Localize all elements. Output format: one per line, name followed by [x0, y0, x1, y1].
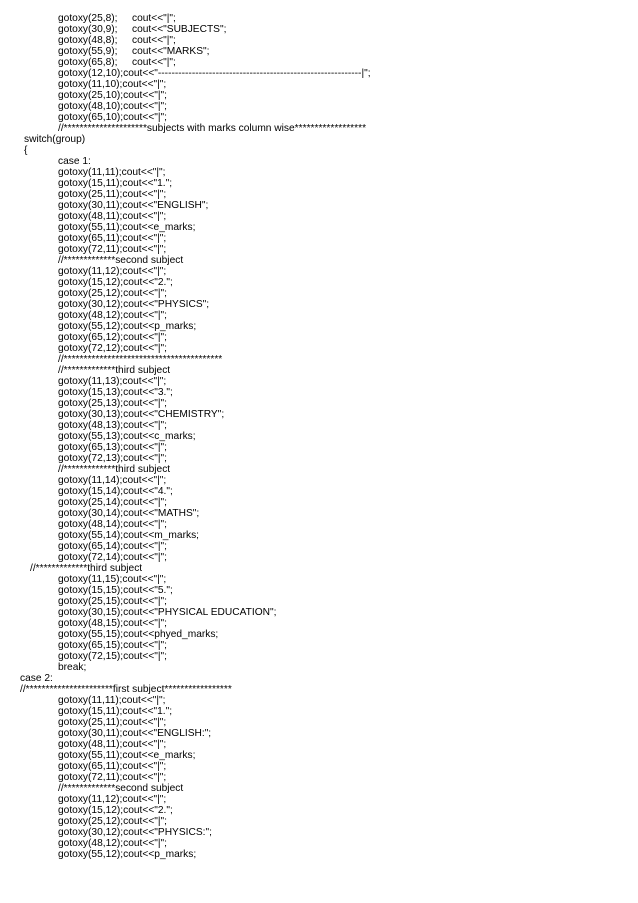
code-line	[0, 343, 638, 354]
code-text: //****************************************	[58, 354, 223, 365]
code-line	[0, 332, 638, 343]
code-line	[0, 409, 638, 420]
code-text: gotoxy(25,13);cout<<"|";	[58, 398, 167, 409]
code-line	[0, 761, 638, 772]
code-text: gotoxy(30,11);cout<<"ENGLISH";	[58, 200, 209, 211]
code-text: gotoxy(48,8);	[58, 35, 118, 46]
code-line	[0, 266, 638, 277]
code-line	[0, 211, 638, 222]
code-line	[0, 508, 638, 519]
code-text: gotoxy(72,11);cout<<"|";	[58, 772, 167, 783]
code-line	[0, 640, 638, 651]
code-line	[0, 189, 638, 200]
code-text: gotoxy(48,11);cout<<"|";	[58, 739, 167, 750]
code-line	[0, 233, 638, 244]
code-line	[0, 79, 638, 90]
code-line	[0, 255, 638, 266]
code-line	[0, 200, 638, 211]
code-text: gotoxy(11,12);cout<<"|";	[58, 266, 167, 277]
code-line	[0, 816, 638, 827]
code-line	[0, 420, 638, 431]
code-line	[0, 838, 638, 849]
code-text: gotoxy(65,15);cout<<"|";	[58, 640, 167, 651]
code-text: gotoxy(48,13);cout<<"|";	[58, 420, 167, 431]
code-text: gotoxy(55,11);cout<<e_marks;	[58, 222, 196, 233]
code-line	[0, 794, 638, 805]
code-line	[0, 134, 638, 145]
code-text: gotoxy(25,10);cout<<"|";	[58, 90, 167, 101]
code-line	[0, 222, 638, 233]
code-line	[0, 739, 638, 750]
code-text: gotoxy(30,13);cout<<"CHEMISTRY";	[58, 409, 225, 420]
code-text: gotoxy(30,11);cout<<"ENGLISH:";	[58, 728, 212, 739]
code-line	[0, 486, 638, 497]
code-text: gotoxy(15,12);cout<<"2.";	[58, 805, 173, 816]
code-line	[0, 387, 638, 398]
code-line	[0, 618, 638, 629]
code-text-column: cout<<"|";	[132, 13, 176, 24]
code-line	[0, 519, 638, 530]
code-line	[0, 607, 638, 618]
code-line	[0, 376, 638, 387]
code-line	[0, 464, 638, 475]
code-text: gotoxy(55,12);cout<<p_marks;	[58, 849, 197, 860]
code-text: gotoxy(15,11);cout<<"1.";	[58, 178, 173, 189]
code-text: gotoxy(15,15);cout<<"5.";	[58, 585, 173, 596]
code-text: gotoxy(72,13);cout<<"|";	[58, 453, 167, 464]
code-line	[0, 673, 638, 684]
code-line	[0, 277, 638, 288]
code-text: gotoxy(11,14);cout<<"|";	[58, 475, 167, 486]
code-text: gotoxy(11,15);cout<<"|";	[58, 574, 167, 585]
code-line	[0, 123, 638, 134]
code-line	[0, 750, 638, 761]
code-line	[0, 68, 638, 79]
code-line	[0, 13, 638, 24]
code-text: //*************second subject	[58, 783, 184, 794]
code-text: //*************third subject	[58, 365, 171, 376]
code-text: gotoxy(55,15);cout<<phyed_marks;	[58, 629, 219, 640]
code-line	[0, 178, 638, 189]
code-text: gotoxy(25,12);cout<<"|";	[58, 288, 167, 299]
code-line	[0, 629, 638, 640]
code-text: gotoxy(30,12);cout<<"PHYSICS:";	[58, 827, 212, 838]
code-line	[0, 442, 638, 453]
code-line	[0, 772, 638, 783]
code-text: gotoxy(15,11);cout<<"1.";	[58, 706, 173, 717]
code-text: case 1:	[58, 156, 91, 167]
code-text: gotoxy(25,11);cout<<"|";	[58, 189, 167, 200]
code-text: gotoxy(30,15);cout<<"PHYSICAL EDUCATION";	[58, 607, 277, 618]
code-line	[0, 46, 638, 57]
code-text: gotoxy(48,12);cout<<"|";	[58, 838, 167, 849]
code-line	[0, 541, 638, 552]
code-text: gotoxy(12,10);cout<<"------------------------------------------------------------|";	[58, 68, 371, 79]
code-line	[0, 288, 638, 299]
code-text: gotoxy(30,14);cout<<"MATHS";	[58, 508, 200, 519]
code-text: gotoxy(25,11);cout<<"|";	[58, 717, 167, 728]
code-text: gotoxy(25,12);cout<<"|";	[58, 816, 167, 827]
code-line	[0, 167, 638, 178]
code-line	[0, 596, 638, 607]
code-text: gotoxy(15,14);cout<<"4.";	[58, 486, 173, 497]
code-text: gotoxy(48,12);cout<<"|";	[58, 310, 167, 321]
code-line	[0, 805, 638, 816]
code-text: gotoxy(55,13);cout<<c_marks;	[58, 431, 196, 442]
code-text: gotoxy(48,10);cout<<"|";	[58, 101, 167, 112]
code-line	[0, 398, 638, 409]
code-text: gotoxy(30,9);	[58, 24, 118, 35]
code-text: gotoxy(65,8);	[58, 57, 118, 68]
code-line	[0, 90, 638, 101]
code-text: gotoxy(11,12);cout<<"|";	[58, 794, 167, 805]
code-line	[0, 244, 638, 255]
code-text: gotoxy(65,14);cout<<"|";	[58, 541, 167, 552]
code-line	[0, 57, 638, 68]
code-text: gotoxy(48,11);cout<<"|";	[58, 211, 167, 222]
code-text: switch(group)	[24, 134, 86, 145]
code-line	[0, 574, 638, 585]
code-line	[0, 662, 638, 673]
code-text-column: cout<<"SUBJECTS";	[132, 24, 227, 35]
code-line	[0, 145, 638, 156]
code-line	[0, 563, 638, 574]
code-line	[0, 717, 638, 728]
code-text: //*************second subject	[58, 255, 184, 266]
code-text: gotoxy(25,15);cout<<"|";	[58, 596, 167, 607]
code-text: //*************third subject	[58, 464, 171, 475]
code-text: gotoxy(65,11);cout<<"|";	[58, 761, 167, 772]
code-line	[0, 849, 638, 860]
code-text: //*************third subject	[30, 563, 143, 574]
code-text: gotoxy(55,9);	[58, 46, 118, 57]
code-text: //**********************first subject*****************	[20, 684, 232, 695]
code-text: gotoxy(65,10);cout<<"|";	[58, 112, 167, 123]
code-text: gotoxy(11,10);cout<<"|";	[58, 79, 167, 90]
code-text: gotoxy(55,12);cout<<p_marks;	[58, 321, 197, 332]
code-text: gotoxy(25,14);cout<<"|";	[58, 497, 167, 508]
code-text: gotoxy(11,11);cout<<"|";	[58, 167, 166, 178]
code-text: gotoxy(25,8);	[58, 13, 118, 24]
code-line	[0, 497, 638, 508]
code-line	[0, 453, 638, 464]
code-text: gotoxy(72,14);cout<<"|";	[58, 552, 167, 563]
code-line	[0, 299, 638, 310]
code-line	[0, 728, 638, 739]
code-line	[0, 651, 638, 662]
code-line	[0, 35, 638, 46]
code-text: gotoxy(55,11);cout<<e_marks;	[58, 750, 196, 761]
code-text-column: cout<<"|";	[132, 35, 176, 46]
code-text: gotoxy(30,12);cout<<"PHYSICS";	[58, 299, 210, 310]
code-text: gotoxy(48,15);cout<<"|";	[58, 618, 167, 629]
code-line	[0, 101, 638, 112]
code-line	[0, 706, 638, 717]
code-text: gotoxy(72,15);cout<<"|";	[58, 651, 167, 662]
code-text: gotoxy(55,14);cout<<m_marks;	[58, 530, 199, 541]
code-text: gotoxy(65,13);cout<<"|";	[58, 442, 167, 453]
code-line	[0, 475, 638, 486]
code-text: break;	[58, 662, 87, 673]
code-line	[0, 354, 638, 365]
code-text: gotoxy(11,13);cout<<"|";	[58, 376, 167, 387]
code-line	[0, 431, 638, 442]
code-line	[0, 695, 638, 706]
code-text: gotoxy(11,11);cout<<"|";	[58, 695, 166, 706]
code-line	[0, 321, 638, 332]
code-line	[0, 783, 638, 794]
code-line	[0, 552, 638, 563]
code-line	[0, 310, 638, 321]
code-text: gotoxy(72,11);cout<<"|";	[58, 244, 167, 255]
code-text: gotoxy(15,13);cout<<"3.";	[58, 387, 173, 398]
code-text: //*********************subjects with marks column wise******************	[58, 123, 367, 134]
code-text: gotoxy(72,12);cout<<"|";	[58, 343, 167, 354]
code-line	[0, 112, 638, 123]
code-line	[0, 156, 638, 167]
code-text: case 2:	[20, 673, 53, 684]
code-line	[0, 827, 638, 838]
code-text-column: cout<<"MARKS";	[132, 46, 210, 57]
code-text: gotoxy(65,11);cout<<"|";	[58, 233, 167, 244]
code-listing	[0, 13, 638, 860]
code-line	[0, 365, 638, 376]
code-text: {	[24, 145, 28, 156]
code-line	[0, 684, 638, 695]
code-line	[0, 530, 638, 541]
code-text: gotoxy(65,12);cout<<"|";	[58, 332, 167, 343]
code-line	[0, 24, 638, 35]
code-text-column: cout<<"|";	[132, 57, 176, 68]
code-text: gotoxy(15,12);cout<<"2.";	[58, 277, 173, 288]
code-text: gotoxy(48,14);cout<<"|";	[58, 519, 167, 530]
code-line	[0, 585, 638, 596]
